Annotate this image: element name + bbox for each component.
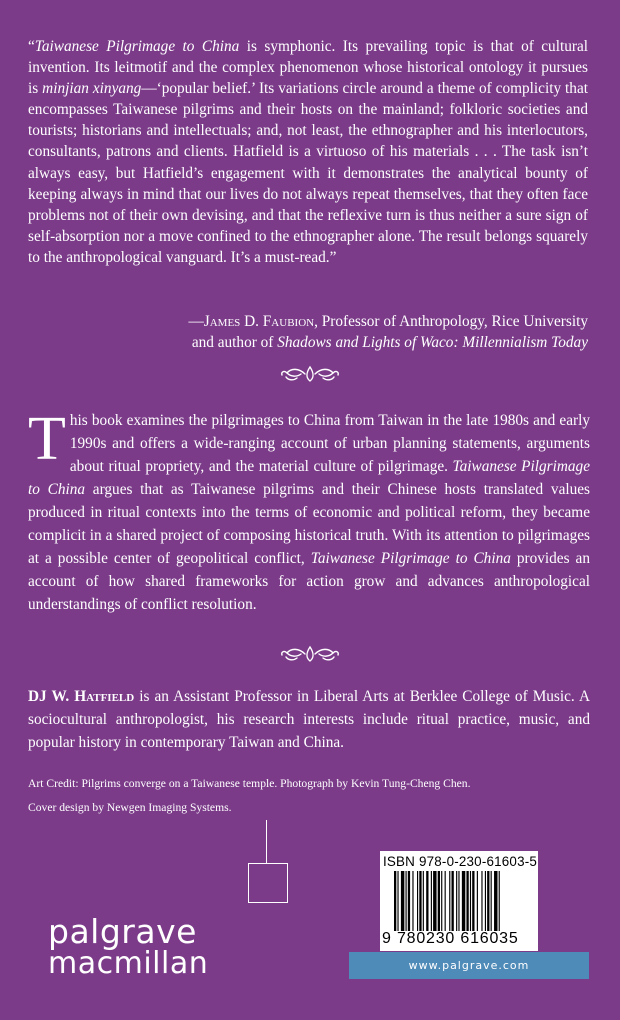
- barcode-stripe: [419, 871, 421, 931]
- barcode-stripe: [438, 871, 440, 931]
- barcode-stripe: [394, 871, 396, 931]
- barcode-stripe: [470, 871, 471, 931]
- barcode-stripe: [494, 871, 497, 931]
- quote-text-1: is symphonic. Its prevailing topic is that of cultural invention. Its leitmotif and the complex phenomenon whose historical ontology it pursues is: [28, 38, 588, 98]
- isbn-label: ISBN 978-0-230-61603-5: [383, 854, 538, 869]
- barcode-stripe: [426, 871, 428, 931]
- barcode-stripe: [441, 871, 442, 931]
- barcode-stripe: [408, 871, 410, 931]
- barcode-stripe: [433, 871, 436, 931]
- barcode-stripe: [462, 871, 465, 931]
- barcode-stripe: [431, 871, 432, 931]
- barcode-stripe: [449, 871, 450, 931]
- barcode-stripe: [417, 871, 418, 931]
- logo-square: [248, 863, 288, 903]
- barcode-stripe: [423, 871, 424, 931]
- endorsement-quote: [28, 36, 588, 268]
- isbn-barcode: [380, 851, 538, 951]
- publisher-website[interactable]: www.palgrave.com: [349, 952, 589, 979]
- barcode-stripe: [401, 871, 404, 931]
- quote-text-2: —‘popular belief.’ Its variations circle around a theme of complicity that encompasses Taiwanese pilgrims and their hosts on the mainland; folkloric societies and tourists; historians and intellectuals; and, not least, the ethnographer and his interlocutors, consultants, patrons and clients. Hatfield is a virtuoso of his materials . . . The task isn’t always easy, but Hatfield’s engagement with it demonstrates the analytical bounty of keeping always in mind that our lives do not always repeat themselves, that they often face problems not of their own devising, and that the reflexive turn is thus neither a sure sign of self-absorption nor a move confined to the ethnographer alone. The result belongs squarely to the anthropological vanguard. It’s a must-read.”: [28, 80, 588, 266]
- barcode-stripe: [452, 871, 454, 931]
- art-credit: Art Credit: Pilgrims converge on a Taiwanese temple. Photograph by Kevin Tung-Cheng Chen.: [28, 777, 471, 790]
- cover-design-credit: Cover design by Newgen Imaging Systems.: [28, 801, 232, 814]
- description-book-title-1: Taiwanese Pilgrimage to China: [28, 458, 590, 498]
- barcode-number: 9 780230 616035: [382, 930, 519, 947]
- barcode-stripe: [445, 871, 446, 931]
- drop-cap: T: [28, 405, 66, 473]
- book-description: This book examines the pilgrimages to China from Taiwan in the late 1980s and early 1990s and offers a wide-ranging account of urban planning statements, arguments about ritual propriety, and the material culture of pilgrimage. Taiwanese Pilgrimage to China argues that as Taiwanese pilgrims and their Chinese hosts translated values produced in ritual contexts into the terms of economic and political reform, they became complicit in a shared project of composing historical truth. With its attention to pilgrimages at a possible center of geopolitical conflict, Taiwanese Pilgrimage to China provides an account of how shared frameworks for action grow and advances anthropological understandings of conflict resolution.: [28, 405, 590, 613]
- barcode-stripe: [477, 871, 478, 931]
- ornament-divider: [279, 644, 341, 664]
- barcode-stripe: [485, 871, 486, 931]
- barcode-stripe: [466, 871, 468, 931]
- endorser-book: Shadows and Lights of Waco: Millennialism Today: [277, 334, 588, 352]
- publisher-logo-line2: macmillan: [48, 946, 209, 981]
- barcode-stripe: [406, 871, 407, 931]
- barcode-stripe: [499, 871, 500, 931]
- author-bio-text: is an Assistant Professor in Liberal Arts at Berklee College of Music. A sociocultural anthropologist, his research interests include ritual practice, music, and popular history in contemporary Taiwan and China.: [28, 688, 590, 751]
- barcode-stripe: [491, 871, 492, 931]
- barcode-stripe: [487, 871, 489, 931]
- endorser-title: , Professor of Anthropology, Rice University: [314, 313, 588, 330]
- barcode-stripe: [397, 871, 398, 931]
- quote-attribution: —James D. Faubion, Professor of Anthropology, Rice University and author of Shadows and Lights of Waco: Millennialism Today: [188, 313, 588, 352]
- barcode-stripe: [412, 871, 413, 931]
- endorser-name: James D. Faubion: [203, 313, 315, 330]
- author-name: DJ W. Hatfield: [28, 688, 135, 705]
- logo-line: [266, 820, 267, 863]
- publisher-logo-line1: palgrave: [48, 912, 197, 951]
- quote-open: “: [28, 38, 35, 55]
- barcode-stripe: [481, 871, 482, 931]
- barcode-stripe: [458, 871, 459, 931]
- ornament-divider: [279, 364, 341, 384]
- description-book-title-2: Taiwanese Pilgrimage to China: [310, 550, 511, 567]
- barcode-bars: [394, 871, 536, 931]
- quote-book-title: Taiwanese Pilgrimage to China: [34, 38, 240, 55]
- author-bio: [28, 685, 590, 754]
- barcode-stripe: [472, 871, 474, 931]
- quote-term: minjian xinyang: [42, 80, 142, 98]
- barcode-stripe: [456, 871, 457, 931]
